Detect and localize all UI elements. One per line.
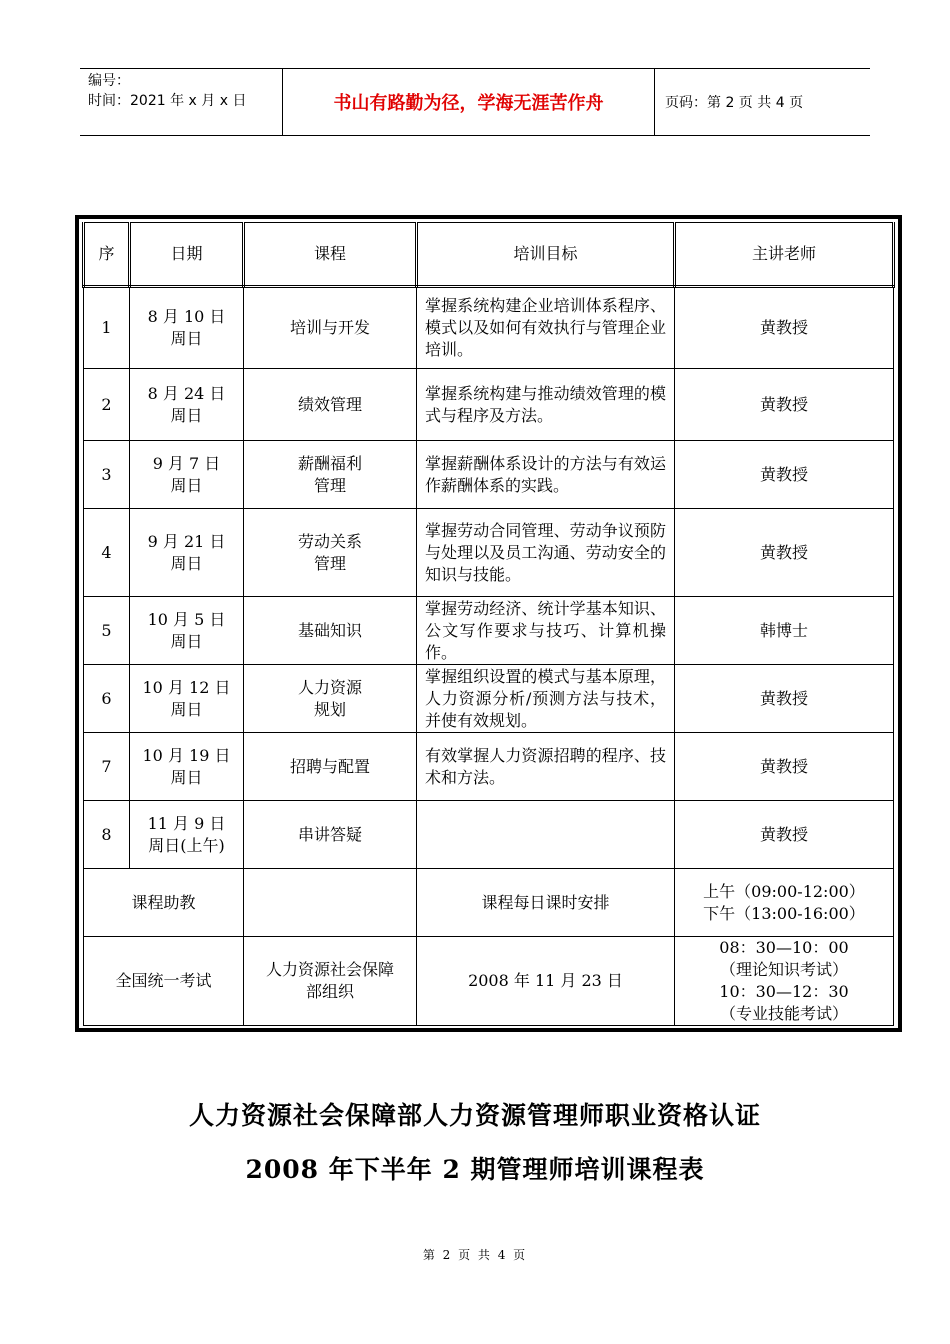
- exam-organizer: [244, 937, 417, 1026]
- schedule-table-frame: [75, 215, 902, 1032]
- row-course-line: 招聘与配置: [289, 756, 370, 776]
- exam-date: 2008 年 11 月 23 日: [417, 937, 675, 1026]
- row-date: [130, 509, 244, 597]
- schedule-table: [82, 222, 895, 1026]
- row-number: 8: [84, 801, 130, 869]
- row-date-line: 8 月 24 日: [147, 383, 226, 403]
- row-teacher: 黄教授: [675, 441, 894, 509]
- column-header: 培训目标: [417, 223, 675, 287]
- column-header: 序: [84, 223, 130, 287]
- exam-times-line: （理论知识考试）: [719, 960, 848, 979]
- row-number: 7: [84, 733, 130, 801]
- row-date: [130, 665, 244, 733]
- row-teacher: 黄教授: [675, 733, 894, 801]
- row-course-line: 培训与开发: [289, 318, 370, 337]
- row-course: [244, 441, 417, 509]
- row-goal: 掌握系统构建与推动绩效管理的模式与程序及方法。: [417, 369, 675, 441]
- table-row: [84, 801, 894, 869]
- row-course: [244, 801, 417, 869]
- table-row: [84, 509, 894, 597]
- table-row: [84, 441, 894, 509]
- exam-times-line: （专业技能考试）: [719, 1004, 848, 1023]
- row-course-line: 规划: [313, 699, 346, 719]
- row-goal: 掌握薪酬体系设计的方法与有效运作薪酬体系的实践。: [417, 441, 675, 509]
- table-row: [84, 597, 894, 665]
- header-number-label: 编号：: [88, 73, 130, 89]
- row-date-line: 8 月 10 日: [147, 307, 226, 326]
- row-date-line: 10 月 5 日: [147, 609, 226, 629]
- row-date-line: 周日(上午): [148, 835, 225, 855]
- row-number: 5: [84, 597, 130, 665]
- row-teacher: 黄教授: [675, 287, 894, 369]
- row-date: [130, 801, 244, 869]
- page-footer: 第 2 页 共 4 页: [422, 1248, 528, 1262]
- row-teacher: 黄教授: [675, 665, 894, 733]
- row-date: [130, 441, 244, 509]
- exam-times-line: 10：30—12：30: [719, 982, 849, 1001]
- column-header: 日期: [130, 223, 244, 287]
- daily-schedule-label: 课程每日课时安排: [417, 869, 675, 937]
- row-course: [244, 369, 417, 441]
- row-number: 4: [84, 509, 130, 597]
- row-goal: 掌握组织设置的模式与基本原理，人力资源分析/预测方法与技术，并使有效规划。: [417, 665, 675, 733]
- exam-times-line: 08：30—10：00: [719, 938, 849, 957]
- row-course: [244, 287, 417, 369]
- row-course-line: 绩效管理: [297, 394, 362, 414]
- row-date-line: 周日: [170, 475, 203, 495]
- exam-organizer-line: 人力资源社会保障: [265, 960, 394, 979]
- assistant-row: [84, 869, 894, 937]
- table-row: [84, 287, 894, 369]
- daily-schedule-times-line: 下午（13:00-16:00）: [703, 903, 865, 923]
- row-number: 1: [84, 287, 130, 369]
- assistant-label: 课程助教: [84, 869, 244, 937]
- row-date: [130, 597, 244, 665]
- row-course-line: 人力资源: [297, 677, 362, 697]
- row-course: [244, 665, 417, 733]
- header-page-info: 页码：第 2 页 共 4 页: [665, 95, 804, 111]
- table-row: [84, 733, 894, 801]
- column-header: 主讲老师: [675, 223, 894, 287]
- row-date-line: 9 月 21 日: [147, 531, 226, 551]
- row-course-line: 串讲答疑: [297, 824, 362, 844]
- row-goal: 掌握劳动经济、统计学基本知识、公文写作要求与技巧、计算机操作。: [417, 597, 675, 665]
- row-goal: 有效掌握人力资源招聘的程序、技术和方法。: [417, 733, 675, 801]
- row-goal: [417, 801, 675, 869]
- row-number: 3: [84, 441, 130, 509]
- daily-schedule-times-line: 上午（09:00-12:00）: [703, 881, 865, 901]
- row-date-line: 9 月 7 日: [152, 453, 221, 473]
- exam-label: 全国统一考试: [84, 937, 244, 1026]
- row-course: [244, 597, 417, 665]
- header-meta: [80, 69, 282, 135]
- row-date-line: 周日: [170, 631, 203, 651]
- row-date-line: 周日: [170, 405, 203, 425]
- row-date: [130, 287, 244, 369]
- exam-row: [84, 937, 894, 1026]
- row-date-line: 11 月 9 日: [147, 813, 226, 833]
- row-course-line: 基础知识: [297, 620, 362, 640]
- row-date-line: 周日: [170, 553, 203, 573]
- row-date-line: 周日: [170, 767, 203, 787]
- row-number: 6: [84, 665, 130, 733]
- row-course-line: 薪酬福利: [297, 453, 362, 473]
- table-header-row: [84, 223, 894, 287]
- column-header: 课程: [244, 223, 417, 287]
- row-course: [244, 509, 417, 597]
- row-course-line: 管理: [313, 553, 346, 573]
- header-time-label: 时间：2021 年 x 月 x 日: [88, 93, 247, 109]
- exam-organizer-line: 部组织: [305, 982, 354, 1001]
- row-number: 2: [84, 369, 130, 441]
- row-goal: 掌握系统构建企业培训体系程序、模式以及如何有效执行与管理企业培训。: [417, 287, 675, 369]
- row-teacher: 韩博士: [675, 597, 894, 665]
- row-date-line: 周日: [170, 329, 203, 348]
- page-header: [80, 68, 870, 136]
- row-teacher: 黄教授: [675, 369, 894, 441]
- table-row: [84, 369, 894, 441]
- header-motto: 书山有路勤为径，学海无涯苦作舟: [282, 69, 655, 135]
- exam-times: [675, 937, 894, 1026]
- row-course: [244, 733, 417, 801]
- row-course-line: 管理: [313, 475, 346, 495]
- daily-schedule-times: [675, 869, 894, 937]
- document-title: 人力资源社会保障部人力资源管理师职业资格认证: [188, 1101, 761, 1130]
- row-teacher: 黄教授: [675, 509, 894, 597]
- row-date: [130, 733, 244, 801]
- row-date-line: 周日: [170, 699, 203, 719]
- row-course-line: 劳动关系: [297, 531, 362, 551]
- row-goal: 掌握劳动合同管理、劳动争议预防与处理以及员工沟通、劳动安全的知识与技能。: [417, 509, 675, 597]
- row-date-line: 10 月 19 日: [142, 745, 231, 765]
- assistant-value: [244, 869, 417, 937]
- document-subtitle: 2008 年下半年 2 期管理师培训课程表: [245, 1155, 705, 1184]
- row-date: [130, 369, 244, 441]
- row-teacher: 黄教授: [675, 801, 894, 869]
- table-row: [84, 665, 894, 733]
- row-date-line: 10 月 12 日: [142, 677, 231, 697]
